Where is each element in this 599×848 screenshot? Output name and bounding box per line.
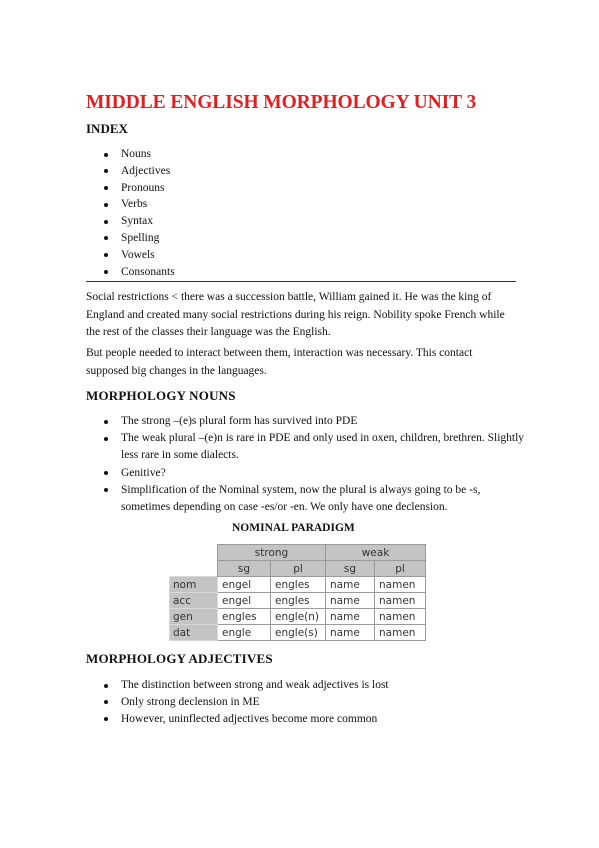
subheader: pl <box>271 561 326 577</box>
nouns-item: Genitive? <box>86 465 526 482</box>
table-cell: namen <box>375 625 426 641</box>
index-item: Pronouns <box>86 180 516 197</box>
nominal-paradigm-table <box>169 544 426 641</box>
table-row <box>170 609 426 625</box>
case-label: dat <box>170 625 218 641</box>
nouns-heading: MORPHOLOGY NOUNS <box>86 388 236 403</box>
table-corner <box>170 561 218 577</box>
adjectives-item: Only strong declension in ME <box>86 694 526 711</box>
index-heading: INDEX <box>86 121 128 136</box>
index-item: Syntax <box>86 213 516 230</box>
case-label: gen <box>170 609 218 625</box>
subheader: sg <box>218 561 271 577</box>
nouns-item: The weak plural –(e)n is rare in PDE and only used in oxen, children, brethren. Slightly less rare in some dialects. <box>86 430 526 464</box>
group-header-strong: strong <box>218 545 326 561</box>
index-item: Spelling <box>86 230 516 247</box>
table-cell: engles <box>271 577 326 593</box>
paradigm-title: NOMINAL PARADIGM <box>232 522 355 534</box>
table-row <box>170 577 426 593</box>
index-item: Adjectives <box>86 163 516 180</box>
table-cell: engles <box>218 609 271 625</box>
table-cell: engle <box>218 625 271 641</box>
table-cell: namen <box>375 593 426 609</box>
table-cell: engle(s) <box>271 625 326 641</box>
case-label: nom <box>170 577 218 593</box>
table-cell: engel <box>218 577 271 593</box>
subheader: sg <box>326 561 375 577</box>
table-cell: namen <box>375 577 426 593</box>
table-cell: name <box>326 625 375 641</box>
subheader: pl <box>375 561 426 577</box>
group-header-weak: weak <box>326 545 426 561</box>
intro-paragraph-2: But people needed to interact between them, interaction was necessary. This contact supposed big changes in the languages. <box>86 347 473 377</box>
table-cell: name <box>326 593 375 609</box>
table-cell: engles <box>271 593 326 609</box>
nouns-list <box>86 413 526 516</box>
adjectives-list <box>86 677 526 727</box>
adjectives-item: The distinction between strong and weak adjectives is lost <box>86 677 526 694</box>
table-cell: name <box>326 609 375 625</box>
adjectives-heading: MORPHOLOGY ADJECTIVES <box>86 651 273 666</box>
nouns-item: Simplification of the Nominal system, now the plural is always going to be -s, sometimes depending on case -es/or -en. We only have one declension. <box>86 482 526 516</box>
adjectives-item: However, uninflected adjectives become more common <box>86 711 526 728</box>
table-corner <box>170 545 218 561</box>
index-item: Vowels <box>86 247 516 264</box>
nouns-item: The strong –(e)s plural form has survived into PDE <box>86 413 526 430</box>
horizontal-divider <box>86 281 516 282</box>
table-cell: namen <box>375 609 426 625</box>
index-item: Nouns <box>86 146 516 163</box>
table-row <box>170 593 426 609</box>
table-cell: engel <box>218 593 271 609</box>
table-row <box>170 625 426 641</box>
page-title: MIDDLE ENGLISH MORPHOLOGY UNIT 3 <box>86 92 477 113</box>
index-item: Consonants <box>86 264 516 281</box>
case-label: acc <box>170 593 218 609</box>
table-cell: name <box>326 577 375 593</box>
index-item: Verbs <box>86 196 516 213</box>
intro-paragraph-1: Social restrictions < there was a succession battle, William gained it. He was the king of England and created many social restrictions during his reign. Nobility spoke French while the rest of the classes their language was the English. <box>86 291 505 338</box>
index-list <box>86 146 516 280</box>
table-cell: engle(n) <box>271 609 326 625</box>
